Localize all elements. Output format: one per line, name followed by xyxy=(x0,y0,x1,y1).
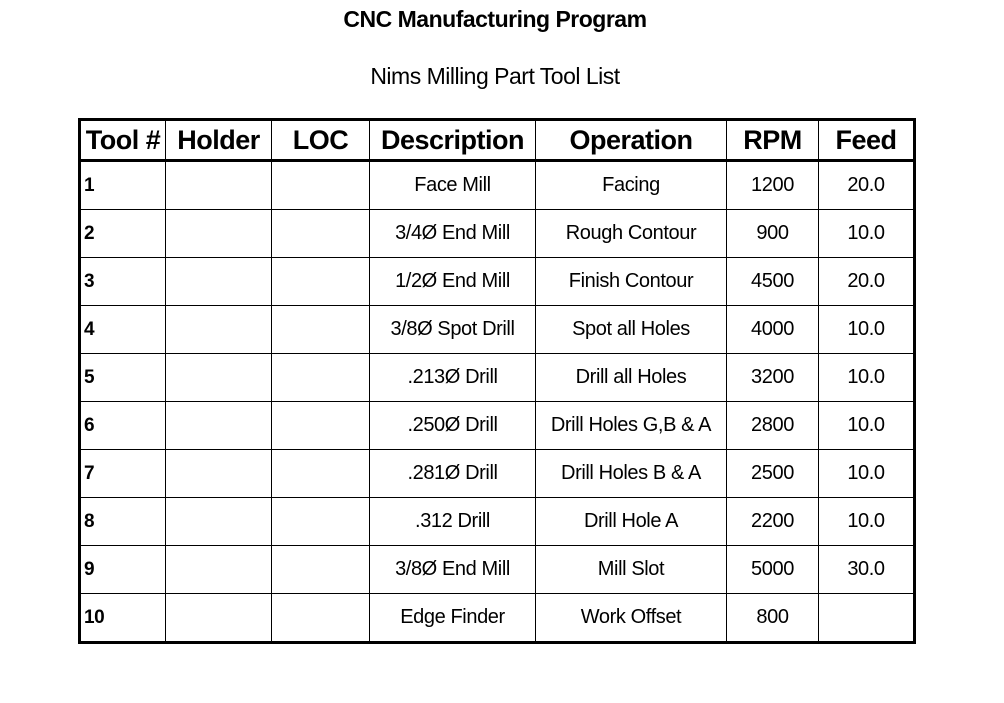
feed-cell: 10.0 xyxy=(819,306,915,354)
table-row xyxy=(80,402,915,450)
description-cell: .250Ø Drill xyxy=(370,402,536,450)
column-header-holder: Holder xyxy=(166,120,272,161)
document-title: CNC Manufacturing Program xyxy=(343,6,647,32)
column-header-tool: Tool # xyxy=(80,120,166,161)
rpm-cell: 800 xyxy=(727,594,819,643)
column-header-description: Description xyxy=(370,120,536,161)
loc-cell xyxy=(272,354,370,402)
holder-cell xyxy=(166,594,272,643)
document-subtitle: Nims Milling Part Tool List xyxy=(370,63,620,89)
rpm-cell: 4000 xyxy=(727,306,819,354)
feed-cell: 20.0 xyxy=(819,258,915,306)
loc-cell xyxy=(272,258,370,306)
operation-cell: Finish Contour xyxy=(536,258,727,306)
holder-cell xyxy=(166,354,272,402)
tool-number-cell: 2 xyxy=(80,210,166,258)
rpm-cell: 2800 xyxy=(727,402,819,450)
tool-number-cell: 9 xyxy=(80,546,166,594)
loc-cell xyxy=(272,546,370,594)
rpm-cell: 2500 xyxy=(727,450,819,498)
rpm-cell: 3200 xyxy=(727,354,819,402)
loc-cell xyxy=(272,306,370,354)
description-cell: Face Mill xyxy=(370,161,536,210)
holder-cell xyxy=(166,258,272,306)
tool-list-table xyxy=(78,118,916,644)
holder-cell xyxy=(166,546,272,594)
feed-cell: 10.0 xyxy=(819,354,915,402)
description-cell: 3/4Ø End Mill xyxy=(370,210,536,258)
holder-cell xyxy=(166,498,272,546)
operation-cell: Drill Holes B & A xyxy=(536,450,727,498)
rpm-cell: 1200 xyxy=(727,161,819,210)
tool-number-cell: 7 xyxy=(80,450,166,498)
operation-cell: Mill Slot xyxy=(536,546,727,594)
loc-cell xyxy=(272,161,370,210)
table-row xyxy=(80,450,915,498)
loc-cell xyxy=(272,594,370,643)
rpm-cell: 900 xyxy=(727,210,819,258)
operation-cell: Drill Hole A xyxy=(536,498,727,546)
table-row xyxy=(80,258,915,306)
feed-cell: 10.0 xyxy=(819,498,915,546)
tool-number-cell: 1 xyxy=(80,161,166,210)
table-row xyxy=(80,161,915,210)
description-cell: .281Ø Drill xyxy=(370,450,536,498)
description-cell: Edge Finder xyxy=(370,594,536,643)
table-row xyxy=(80,210,915,258)
operation-cell: Rough Contour xyxy=(536,210,727,258)
holder-cell xyxy=(166,450,272,498)
loc-cell xyxy=(272,498,370,546)
tool-number-cell: 5 xyxy=(80,354,166,402)
operation-cell: Drill Holes G,B & A xyxy=(536,402,727,450)
table-row xyxy=(80,354,915,402)
table-header-row xyxy=(80,120,915,161)
description-cell: 3/8Ø End Mill xyxy=(370,546,536,594)
loc-cell xyxy=(272,402,370,450)
loc-cell xyxy=(272,210,370,258)
rpm-cell: 5000 xyxy=(727,546,819,594)
holder-cell xyxy=(166,306,272,354)
holder-cell xyxy=(166,210,272,258)
operation-cell: Facing xyxy=(536,161,727,210)
description-cell: .312 Drill xyxy=(370,498,536,546)
loc-cell xyxy=(272,450,370,498)
description-cell: 3/8Ø Spot Drill xyxy=(370,306,536,354)
table-row xyxy=(80,594,915,643)
column-header-rpm: RPM xyxy=(727,120,819,161)
feed-cell: 10.0 xyxy=(819,450,915,498)
tool-number-cell: 4 xyxy=(80,306,166,354)
column-header-feed: Feed xyxy=(819,120,915,161)
operation-cell: Spot all Holes xyxy=(536,306,727,354)
table-row xyxy=(80,306,915,354)
feed-cell xyxy=(819,594,915,643)
column-header-loc: LOC xyxy=(272,120,370,161)
rpm-cell: 4500 xyxy=(727,258,819,306)
holder-cell xyxy=(166,402,272,450)
operation-cell: Work Offset xyxy=(536,594,727,643)
feed-cell: 10.0 xyxy=(819,402,915,450)
column-header-operation: Operation xyxy=(536,120,727,161)
tool-number-cell: 6 xyxy=(80,402,166,450)
holder-cell xyxy=(166,161,272,210)
feed-cell: 10.0 xyxy=(819,210,915,258)
feed-cell: 20.0 xyxy=(819,161,915,210)
description-cell: 1/2Ø End Mill xyxy=(370,258,536,306)
tool-number-cell: 8 xyxy=(80,498,166,546)
tool-number-cell: 10 xyxy=(80,594,166,643)
table-row xyxy=(80,546,915,594)
rpm-cell: 2200 xyxy=(727,498,819,546)
feed-cell: 30.0 xyxy=(819,546,915,594)
operation-cell: Drill all Holes xyxy=(536,354,727,402)
description-cell: .213Ø Drill xyxy=(370,354,536,402)
table-row xyxy=(80,498,915,546)
tool-number-cell: 3 xyxy=(80,258,166,306)
